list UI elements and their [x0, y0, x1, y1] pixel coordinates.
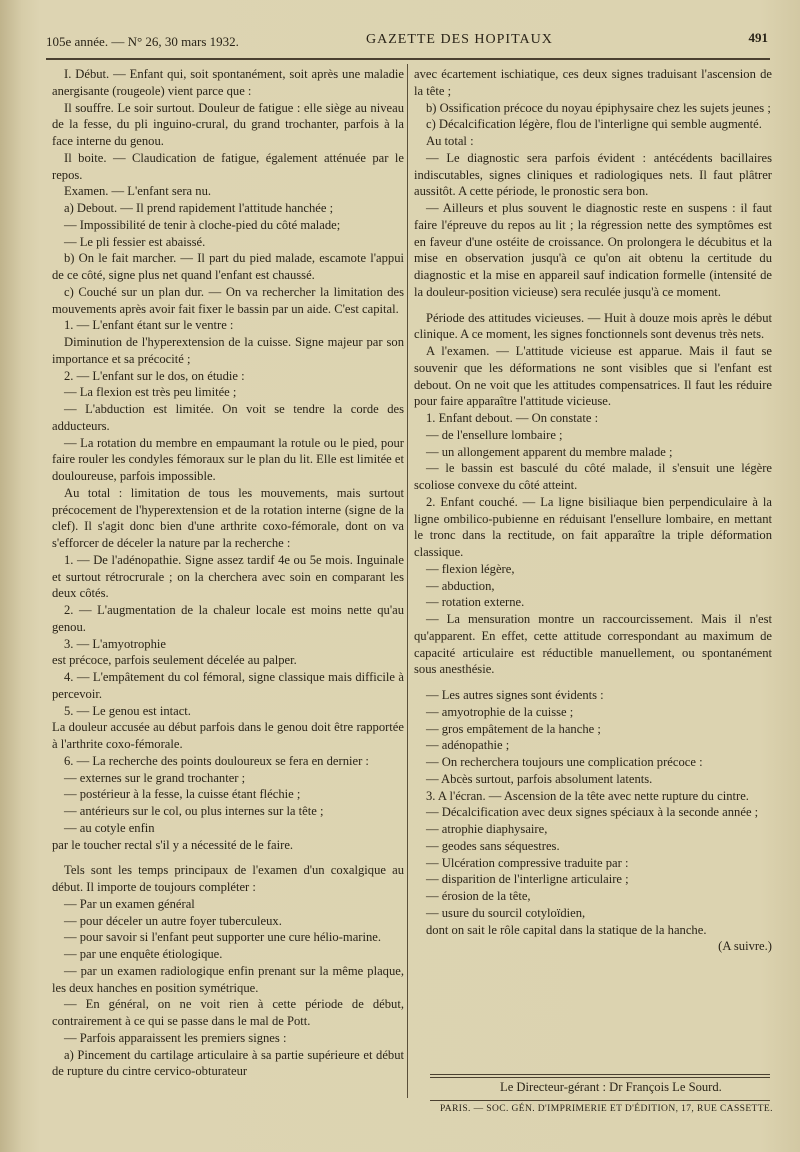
- paragraph: Examen. — L'enfant sera nu.: [64, 184, 212, 199]
- paragraph: — atrophie diaphysaire,: [426, 822, 548, 836]
- paragraph: — un allongement apparent du membre malade ;: [426, 444, 673, 459]
- paragraph: — On recherchera toujours une complication précoce :: [426, 755, 703, 769]
- paragraph: — Impossibilité de tenir à cloche-pied du côté malade;: [64, 217, 341, 232]
- paragraph: — Décalcification avec deux signes spéciaux à la seconde année ;: [426, 805, 759, 820]
- paragraph: — L'abduction est limitée. On voit se tendre la corde des adducteurs.: [52, 402, 404, 433]
- paragraph: — abduction,: [426, 578, 495, 593]
- paragraph: — usure du sourcil cotyloïdien,: [426, 905, 586, 920]
- paragraph: — pour déceler un autre foyer tuberculeux.: [64, 913, 282, 928]
- paragraph: 4. — L'empâtement du col fémoral, signe classique mais difficile à percevoir.: [52, 670, 404, 701]
- paragraph: — postérieur à la fesse, la cuisse étant fléchie ;: [64, 787, 301, 802]
- paragraph: Période des attitudes vicieuses. — Huit à douze mois après le début clinique. A ce moment, les signes fonctionnels sont devenus très nets.: [414, 310, 772, 342]
- paragraph: par le toucher rectal s'il y a nécessité de le faire.: [52, 837, 294, 852]
- paragraph: Au total : limitation de tous les mouvements, mais surtout précocement de l'hyperextension et de la rotation interne (signe de la clef). Il s'agit donc bien d'une arthrite coxo-fémorale, dont on va s'efforcer de déceler la nature par la recherche :: [52, 485, 404, 550]
- paragraph: 5. — Le genou est intact.: [64, 703, 191, 718]
- paragraph: — flexion légère,: [426, 561, 515, 576]
- footer-rule: [430, 1100, 770, 1101]
- paragraph: b) On le fait marcher. — Il part du pied malade, escamote l'appui de ce côté, signe plus net quand l'enfant est chaussé.: [52, 251, 404, 282]
- paragraph: — gros empâtement de la hanche ;: [426, 721, 601, 736]
- paragraph: — adénopathie ;: [426, 738, 510, 753]
- paragraph: La douleur accusée au début parfois dans le genou doit être rapportée à l'arthrite coxo-fémorale.: [52, 720, 404, 751]
- paragraph: — Ulcération compressive traduite par :: [426, 855, 629, 870]
- paragraph: — érosion de la tête,: [426, 889, 531, 903]
- paragraph: — En général, on ne voit rien à cette période de début, contrairement à ce qui se passe dans le mal de Pott.: [52, 997, 404, 1028]
- journal-title: GAZETTE DES HOPITAUX: [366, 32, 553, 47]
- paragraph: I. Début. — Enfant qui, soit spontanément, soit après une maladie anergisante (rougeole) vient parce que :: [52, 67, 404, 98]
- paragraph: a) Debout. — Il prend rapidement l'attitude hanchée ;: [64, 201, 334, 215]
- paragraph: Diminution de l'hyperextension de la cuisse. Signe majeur par son importance et sa précocité ;: [52, 335, 404, 366]
- paragraph: — Le diagnostic sera parfois évident : antécédents bacillaires indiscutables, signes cliniques et radiologiques nets. Il faut plâtrer aussitôt. A cette période, le pronostic sera bon.: [414, 150, 772, 199]
- paragraph: a) Pincement du cartilage articulaire à sa partie supérieure et début de rupture du cintre cervico-obturateur: [52, 1047, 404, 1079]
- paragraph: 3. — L'amyotrophie: [64, 636, 166, 651]
- page-number: 491: [748, 30, 768, 45]
- paragraph: — Parfois apparaissent les premiers signes :: [64, 1030, 287, 1045]
- paragraph: — le bassin est basculé du côté malade, il s'ensuit une légère scoliose convexe du côté atteint.: [414, 461, 772, 492]
- paragraph: A l'examen. — L'attitude vicieuse est apparue. Mais il faut se souvenir que les déformations ne sont visibles que si l'enfant est debout. On ne voit que les attitudes compensatrices. Il faut les réduire pour faire apparaître l'attitude vicieuse.: [414, 344, 772, 409]
- right-column: [414, 66, 772, 955]
- paragraph: — pour savoir si l'enfant peut supporter une cure hélio-marine.: [64, 930, 382, 945]
- left-column: [52, 66, 404, 1080]
- paragraph: — La rotation du membre en empaumant la rotule ou le pied, pour faire rouler les condyles fémoraux sur le plan du lit. Elle est limitée et douloureuse, parfois impossible.: [52, 435, 404, 483]
- paragraph: — externes sur le grand trochanter ;: [64, 770, 246, 785]
- paragraph: — La flexion est très peu limitée ;: [64, 385, 237, 400]
- paragraph: c) Décalcification légère, flou de l'interligne qui semble augmenté.: [426, 117, 762, 132]
- paragraph: est précoce, parfois seulement décelée au palper.: [52, 653, 297, 668]
- paragraph: — de l'ensellure lombaire ;: [426, 427, 563, 442]
- footer-rule: [430, 1074, 770, 1075]
- paragraph: — antérieurs sur le col, ou plus internes sur la tête ;: [64, 804, 324, 818]
- paragraph: 2. Enfant couché. — La ligne bisiliaque bien perpendiculaire à la ligne ombilico-pubienne en réduisant l'ensellure lombaire, en mettant le tronc dans la rectitude, on fait apparaître la triple déformation classique.: [414, 494, 772, 559]
- paragraph: 1. — De l'adénopathie. Signe assez tardif 4e ou 5e mois. Inguinale et surtout rétrocrurale ; on la cherchera avec soin en comparant les deux côtés.: [52, 552, 404, 601]
- paragraph: Au total :: [426, 134, 474, 148]
- paragraph: 1. Enfant debout. — On constate :: [426, 411, 599, 425]
- paragraph: 6. — La recherche des points douloureux se fera en dernier :: [64, 753, 369, 768]
- paragraph: 2. — L'augmentation de la chaleur locale est moins nette qu'au genou.: [52, 603, 404, 634]
- paragraph: — La mensuration montre un raccourcissement. Mais il n'est qu'apparent. En effet, cette attitude correspondant au maximum de capacité articulaire est réductible manuellement, ou spontanément sous anesthésie.: [414, 612, 772, 677]
- director-signature: Le Directeur-gérant : Dr François Le Sourd.: [500, 1080, 722, 1094]
- header-rule: [46, 58, 770, 60]
- paragraph: — par une enquête étiologique.: [64, 947, 223, 961]
- paragraph: Il boite. — Claudication de fatigue, également atténuée par le repos.: [52, 150, 404, 182]
- paragraph: c) Couché sur un plan dur. — On va rechercher la limitation des mouvements après avoir fait fixer le bassin par un aide. C'est capital.: [52, 284, 404, 316]
- paragraph: — Le pli fessier est abaissé.: [64, 234, 206, 249]
- paragraph: dont on sait le rôle capital dans la statique de la hanche.: [426, 922, 707, 937]
- paragraph: (A suivre.): [718, 939, 772, 954]
- issue-info: 105e année. — N° 26, 30 mars 1932.: [46, 34, 239, 49]
- paragraph: — au cotyle enfin: [64, 820, 155, 835]
- paragraph: Il souffre. Le soir surtout. Douleur de fatigue : elle siège au niveau de la fesse, du pli inguino-crural, du grand trochanter, parfois à la face interne du genou.: [52, 100, 404, 148]
- paragraph: 2. — L'enfant sur le dos, on étudie :: [64, 368, 245, 383]
- paragraph: — Les autres signes sont évidents :: [426, 688, 604, 702]
- page-header: [46, 30, 768, 52]
- paragraph: Tels sont les temps principaux de l'examen d'un coxalgique au début. Il importe de toujours compléter :: [52, 863, 404, 894]
- paragraph: — amyotrophie de la cuisse ;: [426, 704, 574, 719]
- footer-rule: [430, 1077, 770, 1078]
- paragraph: — geodes sans séquestres.: [426, 838, 560, 853]
- paragraph: — Abcès surtout, parfois absolument latents.: [426, 771, 653, 786]
- paragraph: 1. — L'enfant étant sur le ventre :: [64, 318, 234, 333]
- paragraph: 3. A l'écran. — Ascension de la tête avec nette rupture du cintre.: [426, 788, 749, 803]
- paragraph: — Par un examen général: [64, 896, 195, 911]
- paragraph: avec écartement ischiatique, ces deux signes traduisant l'ascension de la tête ;: [414, 67, 772, 98]
- paragraph: — par un examen radiologique enfin prenant sur la même plaque, les deux hanches en position symétrique.: [52, 963, 404, 995]
- paragraph: b) Ossification précoce du noyau épiphysaire chez les sujets jeunes ;: [426, 100, 771, 115]
- printer-imprint: PARIS. — SOC. GÉN. D'IMPRIMERIE ET D'ÉDITION, 17, RUE CASSETTE.: [440, 1104, 773, 1114]
- paragraph: — disparition de l'interligne articulaire ;: [426, 872, 629, 887]
- column-divider: [407, 64, 408, 1098]
- paragraph: — rotation externe.: [426, 595, 525, 610]
- paragraph: — Ailleurs et plus souvent le diagnostic reste en suspens : il faut faire l'épreuve du repos au lit ; la régression nette des symptômes est en faveur d'une ostéite de croissance. On prolongera le décubitus et la mise en observation jusqu'à ce qu'on ait obtenu la certitude du diagnostic et la mise en appareil sauf indication formelle (intensité de la douleur-position vicieuse) sera reculée jusqu'à ce moment.: [414, 201, 772, 299]
